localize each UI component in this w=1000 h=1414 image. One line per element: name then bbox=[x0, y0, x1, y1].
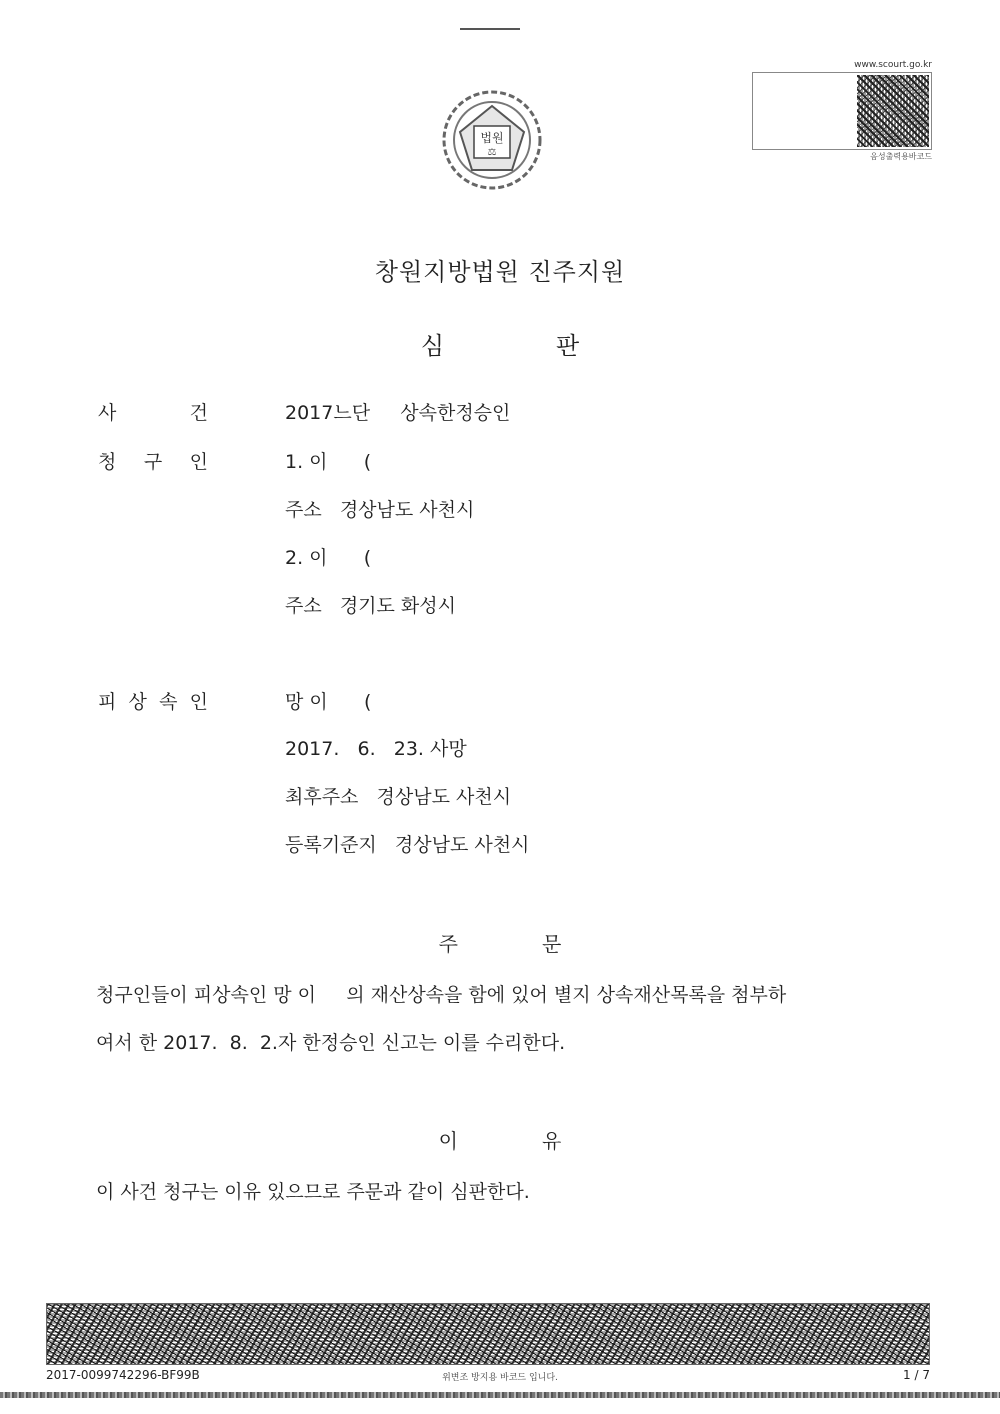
reason-heading: 이 유 bbox=[438, 1129, 562, 1153]
decedent-name: 망 이 ( bbox=[285, 691, 372, 713]
svg-text:⚖: ⚖ bbox=[487, 147, 497, 158]
decedent-registry: 등록기준지 경상남도 사천시 bbox=[285, 834, 530, 856]
court-seal-logo bbox=[440, 88, 544, 192]
voice-barcode bbox=[752, 72, 932, 150]
doc-title-char: 심 bbox=[420, 332, 444, 360]
scan-edge-strip bbox=[0, 1392, 1000, 1398]
site-url: www.scourt.go.kr bbox=[854, 60, 932, 70]
decedent-death: 2017. 6. 23. 사망 bbox=[285, 738, 467, 760]
decedent-last-address: 최후주소 경상남도 사천시 bbox=[285, 786, 512, 808]
claimant-1-name: 1. 이 ( bbox=[285, 451, 372, 473]
qr-code-icon bbox=[857, 75, 929, 147]
document-id: 2017-0099742296-BF99B bbox=[46, 1368, 200, 1382]
barcode-note: 위변조 방지용 바코드 입니다. bbox=[442, 1373, 558, 1383]
claimants-label: 청 구 인 bbox=[98, 451, 208, 473]
reason-text: 이 사건 청구는 이유 있으므로 주문과 같이 심판한다. bbox=[96, 1181, 530, 1203]
doc-title-char: 판 bbox=[556, 332, 580, 360]
order-line-2: 여서 한 2017. 8. 2.자 한정승인 신고는 이를 수리한다. bbox=[96, 1032, 566, 1054]
top-mark bbox=[460, 28, 520, 34]
seal-text: 법원 bbox=[480, 131, 504, 145]
voice-barcode-label: 음성출력용바코드 bbox=[870, 152, 932, 161]
claimant-2-address: 주소 경기도 화성시 bbox=[285, 595, 456, 617]
page-number: 1 / 7 bbox=[903, 1368, 930, 1382]
order-line-1: 청구인들이 피상속인 망 이 의 재산상속을 함에 있어 별지 상속재산목록을 첨부하 bbox=[96, 984, 787, 1006]
case-value: 2017느단 상속한정승인 bbox=[285, 402, 511, 424]
decedent-label: 피 상 속 인 bbox=[98, 691, 208, 713]
doc-title bbox=[0, 326, 1000, 361]
claimant-1-address: 주소 경상남도 사천시 bbox=[285, 499, 475, 521]
case-label: 사 건 bbox=[98, 402, 208, 424]
anti-forgery-barcode bbox=[46, 1303, 930, 1365]
claimant-2-name: 2. 이 ( bbox=[285, 547, 372, 569]
order-heading: 주 문 bbox=[438, 932, 562, 956]
court-name: 창원지방법원 진주지원 bbox=[374, 258, 626, 286]
